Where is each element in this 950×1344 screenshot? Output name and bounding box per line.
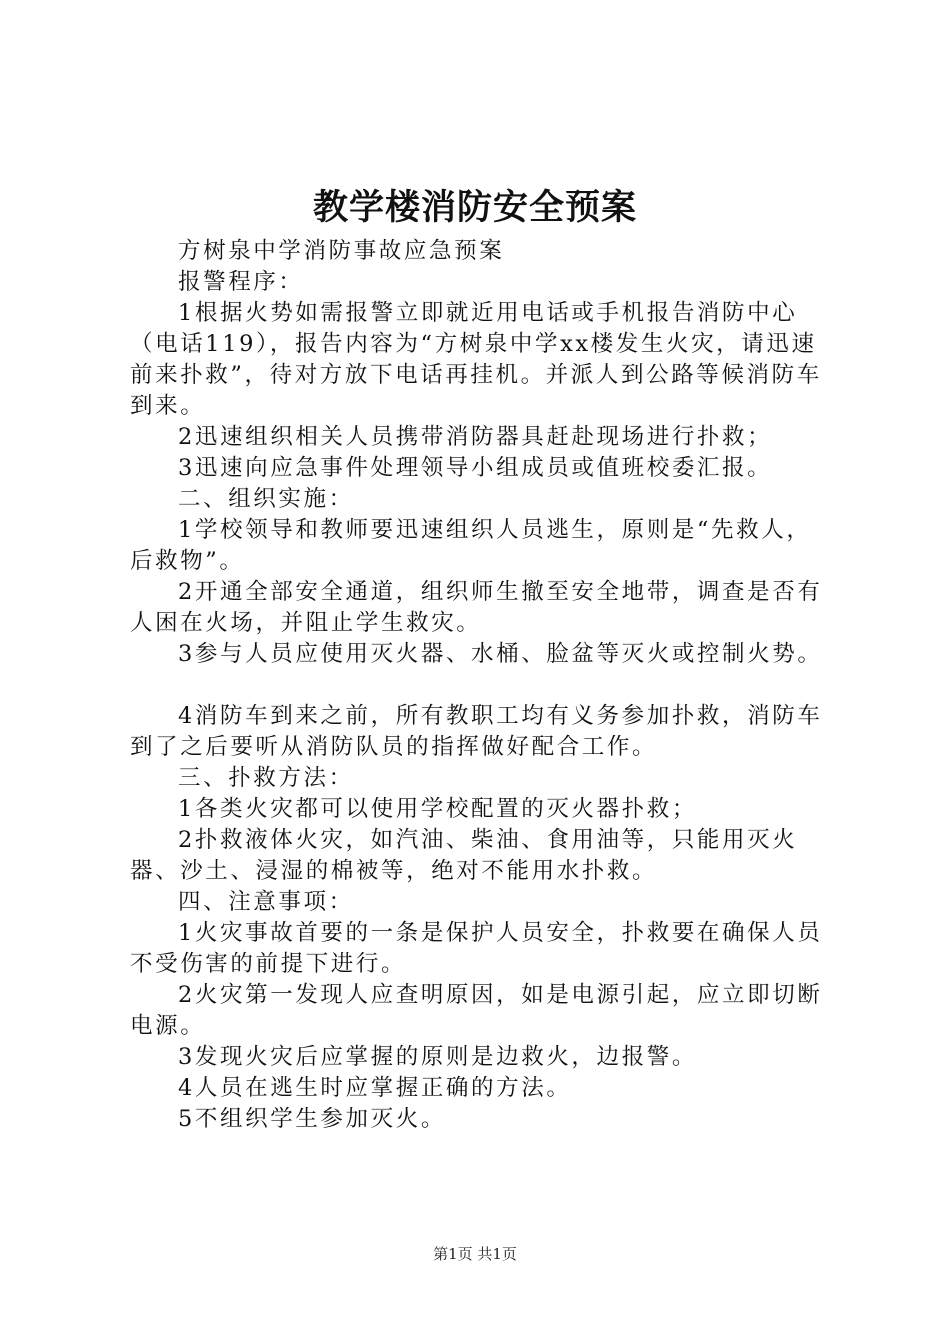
paragraph-organize-2: 2开通全部安全通道，组织师生撤至安全地带，调查是否有人困在火场，并阻止学生救灾。 bbox=[130, 579, 823, 636]
paragraph-rescue-2: 2扑救液体火灾，如汽油、柴油、食用油等，只能用灭火器、沙土、浸湿的棉被等，绝对不能用水扑救。 bbox=[130, 827, 798, 884]
paragraph-alarm-3: 3迅速向应急事件处理领导小组成员或值班校委汇报。 bbox=[178, 455, 773, 481]
section-heading-alarm: 报警程序： bbox=[178, 269, 304, 295]
paragraph-alarm-1: 1根据火势如需报警立即就近用电话或手机报告消防中心（电话119），报告内容为“方树泉中学xx楼发生火灾，请迅速前来扑救”，待对方放下电话再挂机。并派人到公路等候消防车到来。 bbox=[130, 300, 822, 419]
section-heading-rescue: 三、扑救方法： bbox=[178, 765, 354, 791]
document-title: 教学楼消防安全预案 bbox=[312, 187, 637, 228]
paragraph-organize-4: 4消防车到来之前，所有教职工均有义务参加扑救，消防车到了之后要听从消防队员的指挥做好配合工作。 bbox=[130, 703, 823, 760]
section-heading-notes: 四、注意事项： bbox=[178, 889, 354, 915]
section-heading-organize: 二、组织实施： bbox=[178, 486, 354, 512]
paragraph-subtitle: 方树泉中学消防事故应急预案 bbox=[178, 238, 505, 264]
paragraph-notes-5: 5不组织学生参加灭火。 bbox=[178, 1106, 446, 1132]
paragraph-organize-3: 3参与人员应使用灭火器、水桶、脸盆等灭火或控制火势。 bbox=[178, 641, 823, 667]
page-footer: 第1页 共1页 bbox=[433, 1245, 517, 1263]
paragraph-notes-1: 1火灾事故首要的一条是保护人员安全，扑救要在确保人员不受伤害的前提下进行。 bbox=[130, 920, 823, 977]
paragraph-alarm-2: 2迅速组织相关人员携带消防器具赶赴现场进行扑救； bbox=[178, 424, 773, 450]
paragraph-notes-3: 3发现火灾后应掌握的原则是边救火，边报警。 bbox=[178, 1044, 697, 1070]
paragraph-notes-4: 4人员在逃生时应掌握正确的方法。 bbox=[178, 1075, 572, 1101]
paragraph-notes-2: 2火灾第一发现人应查明原因，如是电源引起，应立即切断电源。 bbox=[130, 982, 823, 1039]
paragraph-rescue-1: 1各类火灾都可以使用学校配置的灭火器扑救； bbox=[178, 796, 697, 822]
document-body bbox=[130, 236, 830, 1135]
paragraph-organize-1: 1学校领导和教师要迅速组织人员逃生，原则是“先救人，后救物”。 bbox=[130, 517, 812, 574]
